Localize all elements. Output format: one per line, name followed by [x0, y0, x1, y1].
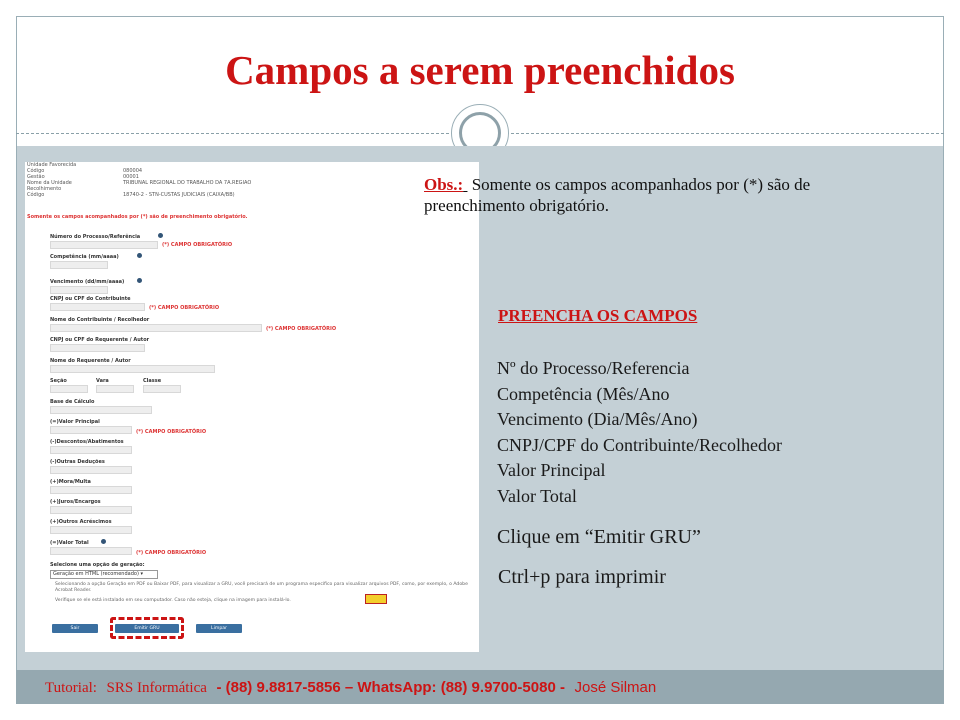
- observation: [424, 174, 854, 216]
- info-label: Recolhimento: [27, 186, 62, 192]
- info-label: Código: [27, 192, 45, 198]
- form-screenshot: [25, 162, 479, 652]
- help-icon[interactable]: [137, 253, 142, 258]
- classe-label: Classe: [143, 378, 162, 384]
- adobe-reader-icon[interactable]: [365, 594, 387, 604]
- footer-prefix: Tutorial:: [45, 680, 97, 696]
- info-value: 080004: [123, 168, 143, 174]
- secao-input[interactable]: [50, 385, 88, 393]
- cnpj-requerente-input[interactable]: [50, 344, 145, 352]
- info-label: Nome da Unidade: [27, 180, 72, 186]
- info-label: Gestão: [27, 174, 45, 180]
- footer-company: SRS Informática: [106, 680, 207, 696]
- outras-deducoes-label: (-)Outras Deduções: [50, 459, 105, 465]
- required-tag: (*) CAMPO OBRIGATÓRIO: [136, 429, 207, 435]
- secao-label: Seção: [50, 378, 67, 384]
- juros-input[interactable]: [50, 506, 132, 514]
- cnpj-contribuinte-label: CNPJ ou CPF do Contribuinte: [50, 296, 131, 302]
- pdf-help-text: Selecionando a opção Geração em PDF ou Baixar PDF, para visualizar a GRU, você precisará de um programa específico para visualizar arquivos PDF, como, por exemplo, o Adobe Acrobat Reader.: [55, 582, 468, 593]
- nome-contribuinte-input[interactable]: [50, 324, 262, 332]
- print-instruction: Ctrl+p para imprimir: [498, 566, 666, 588]
- click-instruction: Clique em “Emitir GRU”: [497, 526, 701, 548]
- footer-text: [45, 678, 656, 697]
- outras-deducoes-input[interactable]: [50, 466, 132, 474]
- processo-label: Número do Processo/Referência: [50, 234, 141, 240]
- required-tag: (*) CAMPO OBRIGATÓRIO: [149, 305, 220, 311]
- classe-input[interactable]: [143, 385, 181, 393]
- outros-acrescimos-label: (+)Outros Acréscimos: [50, 519, 112, 525]
- required-tag: (*) CAMPO OBRIGATÓRIO: [162, 242, 233, 248]
- info-label: Código: [27, 168, 45, 174]
- geracao-label: Selecione uma opção de geração:: [50, 562, 145, 568]
- vencimento-input[interactable]: [50, 286, 108, 294]
- fields-heading: PREENCHA OS CAMPOS: [498, 306, 698, 325]
- info-value: TRIBUNAL REGIONAL DO TRABALHO DA 7A.REGIAO: [123, 180, 252, 186]
- sair-button[interactable]: Sair: [52, 624, 98, 633]
- mora-label: (+)Mora/Multa: [50, 479, 91, 485]
- nome-requerente-label: Nome do Requerente / Autor: [50, 358, 131, 364]
- nome-contribuinte-label: Nome do Contribuinte / Recolhedor: [50, 317, 150, 323]
- pdf-help-text-2: Verifique se ele está instalado em seu computador. Caso não esteja, clique na imagem para instalá-lo.: [55, 598, 291, 603]
- juros-label: (+)Juros/Encargos: [50, 499, 101, 505]
- footer-phones: - (88) 9.8817-5856 – WhatsApp: (88) 9.9700-5080 -: [216, 679, 565, 696]
- emitir-gru-button[interactable]: Emitir GRU: [115, 624, 179, 633]
- vara-label: Vara: [96, 378, 109, 384]
- limpar-button[interactable]: Limpar: [196, 624, 242, 633]
- cnpj-requerente-label: CNPJ ou CPF do Requerente / Autor: [50, 337, 150, 343]
- valor-principal-input[interactable]: [50, 426, 132, 434]
- list-item: Competência (Mês/Ano: [497, 383, 670, 404]
- info-value: 00001: [123, 174, 139, 180]
- emitir-gru-highlight: [110, 617, 184, 639]
- mandatory-note: Somente os campos acompanhados por (*) são de preenchimento obrigatório.: [27, 214, 248, 220]
- base-calculo-input[interactable]: [50, 406, 152, 414]
- list-item: Vencimento (Dia/Mês/Ano): [497, 409, 698, 429]
- help-icon[interactable]: [158, 233, 163, 238]
- required-tag: (*) CAMPO OBRIGATÓRIO: [266, 326, 337, 332]
- footer-author: José Silman: [574, 679, 657, 696]
- outros-acrescimos-input[interactable]: [50, 526, 132, 534]
- valor-total-label: (=)Valor Total: [50, 540, 89, 546]
- help-icon[interactable]: [101, 539, 106, 544]
- mora-input[interactable]: [50, 486, 132, 494]
- vara-input[interactable]: [96, 385, 134, 393]
- valor-principal-label: (=)Valor Principal: [50, 419, 100, 425]
- info-value: 18740-2 - STN-CUSTAS JUDICIAIS (CAIXA/BB): [123, 192, 235, 198]
- base-calculo-label: Base de Cálculo: [50, 399, 95, 405]
- descontos-label: (-)Descontos/Abatimentos: [50, 439, 124, 445]
- cnpj-contribuinte-input[interactable]: [50, 303, 145, 311]
- list-item: Valor Total: [497, 485, 577, 506]
- slide-title: Campos a serem preenchidos: [225, 47, 735, 93]
- list-item: CNPJ/CPF do Contribuinte/Recolhedor: [497, 434, 783, 455]
- vencimento-label: Vencimento (dd/mm/aaaa): [50, 279, 125, 285]
- descontos-input[interactable]: [50, 446, 132, 454]
- competencia-input[interactable]: [50, 261, 108, 269]
- geracao-select[interactable]: Geração em HTML (recomendado) ▾: [50, 570, 158, 579]
- competencia-label: Competência (mm/aaaa): [50, 254, 119, 260]
- nome-requerente-input[interactable]: [50, 365, 215, 373]
- list-item: Nº do Processo/Referencia: [497, 358, 690, 378]
- required-tag: (*) CAMPO OBRIGATÓRIO: [136, 550, 207, 556]
- processo-input[interactable]: [50, 241, 158, 249]
- valor-total-input[interactable]: [50, 547, 132, 555]
- obs-label: Obs.:: [424, 175, 464, 194]
- fields-list: [497, 356, 782, 509]
- obs-text: Somente os campos acompanhados por (*) são de preenchimento obrigatório.: [424, 175, 811, 215]
- info-label: Unidade Favorecida: [27, 162, 77, 168]
- list-item: Valor Principal: [497, 460, 606, 480]
- help-icon[interactable]: [137, 278, 142, 283]
